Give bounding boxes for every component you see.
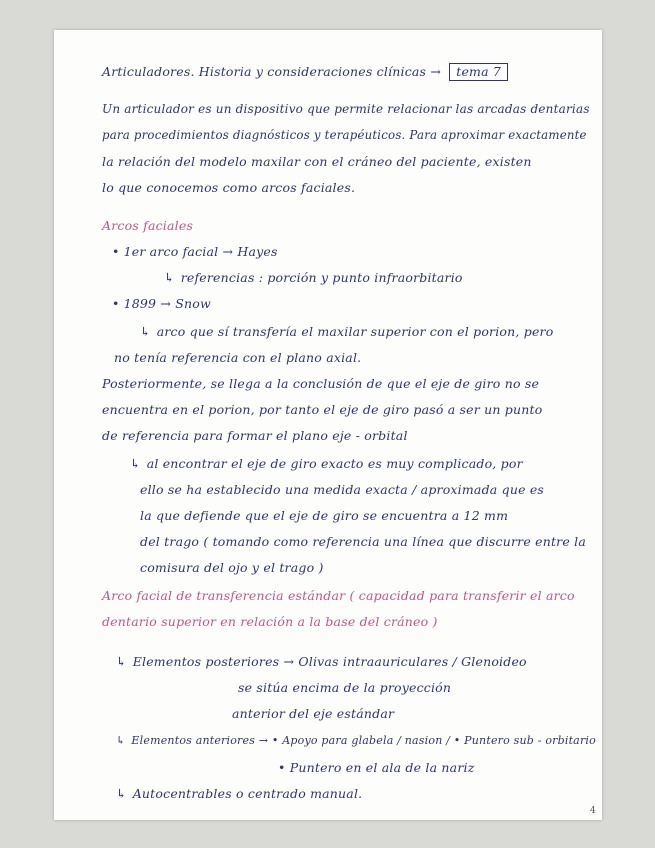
arrow-hook-icon: ↳: [164, 270, 175, 285]
bullet-icon: •: [112, 296, 120, 311]
paragraph2-line1: Posteriormente, se llega a la conclusión de que el eje de giro no se: [102, 376, 540, 391]
paragraph1-line2: para procedimientos diagnósticos y terapéuticos. Para aproximar exactamente: [102, 128, 587, 142]
paragraph3-line1-text: al encontrar el eje de giro exacto es muy complicado, por: [146, 456, 523, 471]
last-line-text: Autocentrables o centrado manual.: [132, 786, 363, 801]
paragraph3-line2: ello se ha establecido una medida exacta / aproximada que es: [140, 482, 545, 497]
paragraph3-line5: comisura del ojo y el trago ): [140, 560, 324, 575]
arrow-hook-icon: ↳: [130, 456, 141, 471]
arc-item-2-cont: no tenía referencia con el plano axial.: [114, 350, 362, 365]
paragraph1-line3: la relación del modelo maxilar con el cráneo del paciente, existen: [102, 154, 532, 169]
anterior-elements: [116, 734, 596, 747]
arrow-hook-icon: ↳: [116, 734, 126, 747]
paragraph2-line3: de referencia para formar el plano eje - orbital: [102, 428, 408, 443]
notebook-page: [54, 30, 602, 820]
anterior-elements-text: Elementos anteriores → • Apoyo para glabela / nasion / • Puntero sub - orbitario: [131, 734, 596, 747]
page-number: 4: [590, 806, 596, 816]
paragraph3-line1: [130, 456, 523, 471]
arc-item-2-sub-text: arco que sí transfería el maxilar superior con el porion, pero: [156, 324, 554, 339]
bullet-icon: •: [112, 244, 120, 259]
arc-item-1-text: 1er arco facial → Hayes: [123, 244, 278, 259]
arc-item-1: [112, 244, 278, 259]
standard-arc-line1: Arco facial de transferencia estándar ( capacidad para transferir el arco: [102, 588, 575, 603]
topic-tag: tema 7: [449, 63, 508, 81]
arrow-hook-icon: ↳: [140, 324, 151, 339]
arrow-hook-icon: ↳: [116, 654, 127, 669]
page-title: [102, 63, 508, 81]
paragraph1-line1: Un articulador es un dispositivo que permite relacionar las arcadas dentarias: [102, 102, 590, 116]
posterior-elements-text: Elementos posteriores → Olivas intraauriculares / Glenoideo: [132, 654, 527, 669]
arrow-hook-icon: ↳: [116, 786, 127, 801]
arc-item-1-sub-text: referencias : porción y punto infraorbitario: [180, 270, 463, 285]
paragraph1-line4: lo que conocemos como arcos faciales.: [102, 180, 356, 195]
paragraph2-line2: encuentra en el porion, por tanto el eje de giro pasó a ser un punto: [102, 402, 543, 417]
section-heading: Arcos faciales: [102, 218, 194, 233]
arc-item-2-sub: [140, 324, 553, 339]
title-text: Articuladores. Historia y consideraciones clínicas →: [102, 64, 442, 79]
standard-arc-line2: dentario superior en relación a la base del cráneo ): [102, 614, 438, 629]
posterior-elements: [116, 654, 527, 669]
arc-item-1-sub: [164, 270, 463, 285]
last-line: [116, 786, 362, 801]
paragraph3-line4: del trago ( tomando como referencia una línea que discurre entre la: [140, 534, 586, 549]
posterior-note-1: se sitúa encima de la proyección: [238, 680, 452, 695]
anterior-note: • Puntero en el ala de la nariz: [278, 760, 475, 775]
paragraph3-line3: la que defiende que el eje de giro se encuentra a 12 mm: [140, 508, 509, 523]
arc-item-2: [112, 296, 211, 311]
arc-item-2-text: 1899 → Snow: [123, 296, 211, 311]
posterior-note-2: anterior del eje estándar: [232, 706, 395, 721]
